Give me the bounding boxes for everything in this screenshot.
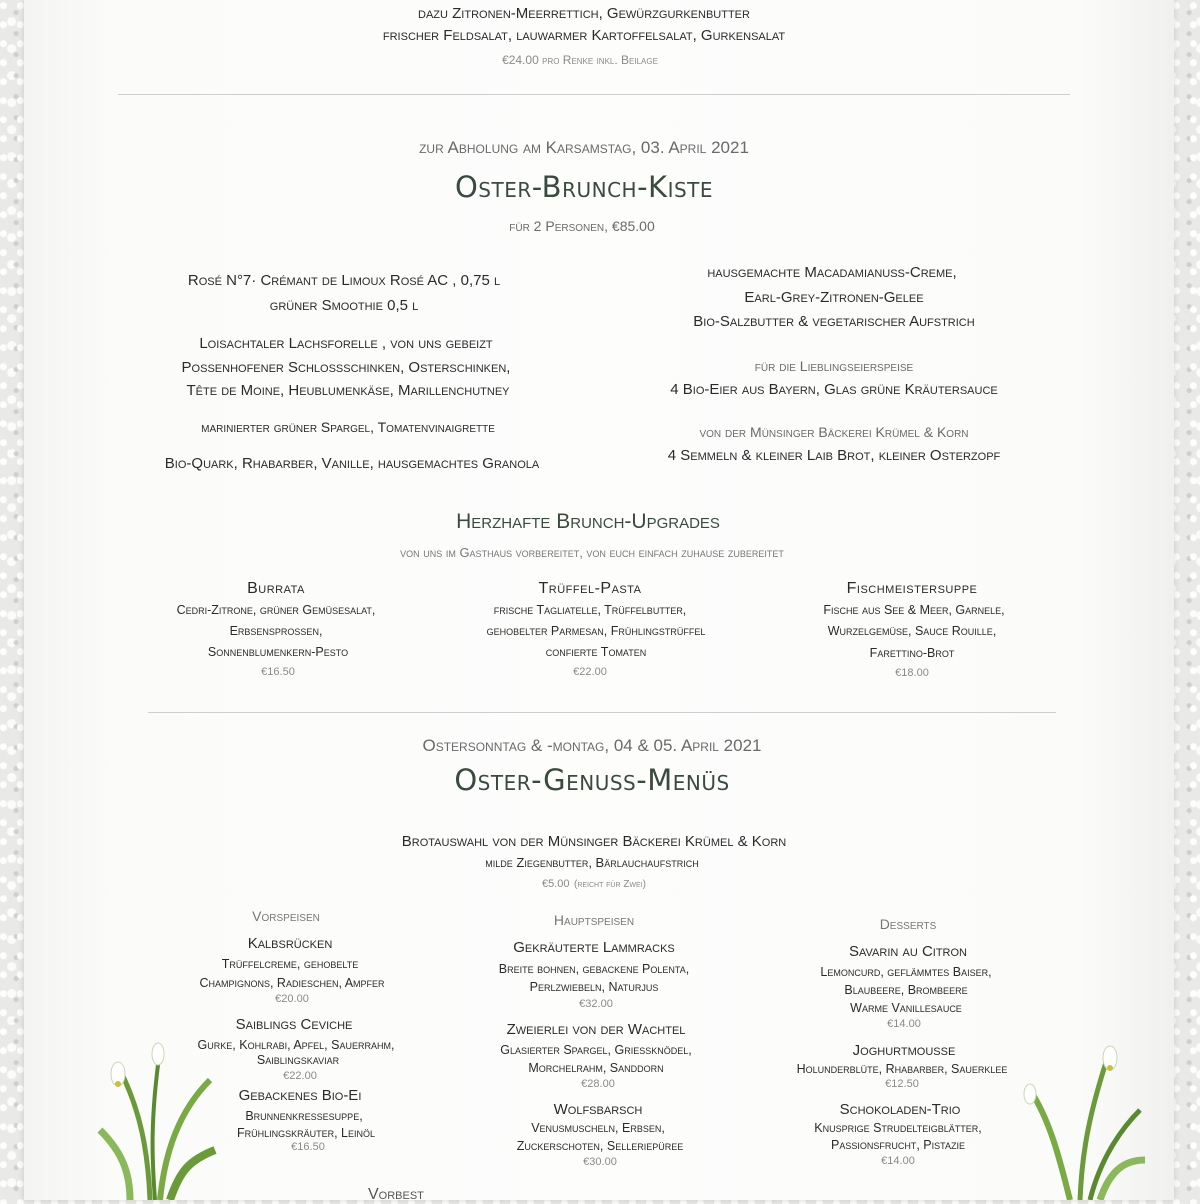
dish-desc: Frühlingskräuter, Leinöl [236,1126,376,1140]
category-label: Hauptspeisen [553,912,635,928]
cutoff-heading: Vorbest [368,1186,424,1203]
brunch-item: Rosé N°7· Crémant de Limoux Rosé AC , 0,75 l [187,272,501,289]
upgrade-desc: Erbsensprossen, [229,624,323,638]
upgrade-desc: Farettino-Brot [869,646,955,660]
brunch-item: hausgemachte Macadamianuss-Creme, [707,264,957,281]
dish-desc: Champignons, Radieschen, Ampfer [199,976,385,990]
top-line-1: dazu Zitronen-Meerrettich, Gewürzgurkenbutter [418,5,750,22]
upgrade-desc: confierte Tomaten [545,645,647,659]
dish-desc: Saiblingskaviar [256,1053,340,1067]
upgrades-title: Herzhafte Brunch-Upgrades [456,510,720,533]
upgrade-desc: Fische aus See & Meer, Garnele, [823,603,1005,617]
dish-desc: Knusprige Strudelteigblätter, [814,1121,982,1135]
dish-desc: Brunnenkressesuppe, [245,1109,363,1123]
dish-price: €14.00 [881,1155,915,1167]
menus-date: Ostersonntag & -montag, 04 & 05. April 2021 [422,736,762,755]
brunch-item: Bio-Salzbutter & vegetarischer Aufstrich [693,313,975,330]
brunch-item: marinierter grüner Spargel, Tomatenvinaigrette [201,419,495,435]
dish-desc: Warme Vanillesauce [850,1001,962,1015]
dish-desc: Holunderblüte, Rhabarber, Sauerklee [796,1062,1008,1076]
egg-line: 4 Bio-Eier aus Bayern, Glas grüne Kräutersauce [670,381,998,398]
dish-name: Joghurtmousse [852,1042,956,1059]
brunch-title: Oster-Brunch-Kiste [454,170,714,204]
snowdrop-plant-icon [1010,1010,1150,1200]
upgrade-desc: frische Tagliatelle, Trüffelbutter, [493,603,687,617]
divider [148,712,1056,713]
upgrades-subtitle: von uns im Gasthaus vorbereitet, von euch einfach zuhause zubereitet [400,545,784,560]
bread-line: Brotauswahl von der Münsinger Bäckerei Krümel & Korn [401,833,787,850]
upgrade-desc: gehobelter Parmesan, Frühlingstrüffel [486,624,706,638]
bread-desc: milde Ziegenbutter, Bärlauchaufstrich [485,855,699,870]
dish-price: €32.00 [579,998,613,1010]
upgrade-name: Burrata [247,580,305,597]
bread-price: €5.00 [542,878,570,890]
snowdrop-plant-icon [90,1010,230,1200]
dish-desc: Perlzwiebeln, Naturjus [529,980,659,994]
dish-price: €20.00 [275,993,309,1005]
dish-name: Kalbsrücken [247,935,333,952]
dish-price: €22.00 [283,1070,317,1082]
dish-name: Savarin au Citron [849,943,967,960]
brunch-item: Loisachtaler Lachsforelle , von uns gebeizt [199,335,493,352]
upgrade-name: Fischmeistersuppe [846,580,978,597]
dish-desc: Venusmuscheln, Erbsen, [531,1121,665,1135]
dish-name: Zweierlei von der Wachtel [506,1021,686,1038]
dish-desc: Glasierter Spargel, Griessknödel, [500,1043,692,1057]
dish-price: €12.50 [885,1078,919,1090]
bakery-line: 4 Semmeln & kleiner Laib Brot, kleiner Osterzopf [667,447,1001,464]
bread-note: (reicht für Zwei) [573,879,646,890]
dish-name: Schokoladen-Trio [839,1101,961,1118]
brunch-item: Possenhofener Schlossschinken, Osterschinken, [181,359,511,376]
dish-desc: Gurke, Kohlrabi, Apfel, Sauerrahm, [197,1038,395,1052]
brunch-item: grüner Smoothie 0,5 l [269,297,419,314]
dish-desc: Trüffelcreme, gehobelte [221,957,359,971]
dish-desc: Passionsfrucht, Pistazie [831,1138,965,1152]
dish-desc: Morchelrahm, Sanddorn [528,1061,664,1075]
dish-price: €16.50 [291,1141,325,1153]
bread-price-row [542,874,646,892]
dish-price: €28.00 [581,1078,615,1090]
dish-name: Gekräuterte Lammracks [513,939,675,956]
upgrade-name: Trüffel-Pasta [538,580,642,597]
dish-desc: Breite bohnen, gebackene Polenta, [498,962,690,976]
top-price: €24.00 pro Renke inkl. Beilage [502,53,658,67]
upgrade-desc: Cedri-Zitrone, grüner Gemüsesalat, [176,603,376,617]
dish-price: €14.00 [887,1018,921,1030]
dish-desc: Zuckerschoten, Selleriepüree [516,1139,684,1153]
brunch-date: zur Abholung am Karsamstag, 03. April 2021 [419,138,749,157]
dish-name: Wolfsbarsch [553,1101,643,1118]
dish-desc: Blaubeere, Brombeere [844,983,968,997]
brunch-item: Earl-Grey-Zitronen-Gelee [744,289,924,306]
category-label: Vorspeisen [252,908,320,924]
bakery-label: von der Münsinger Bäckerei Krümel & Korn [699,424,969,440]
dish-desc: Lemoncurd, geflämmtes Baiser, [820,965,992,979]
egg-label: für die Lieblingseierspeise [754,358,914,374]
dish-price: €30.00 [583,1156,617,1168]
dish-name: Gebackenes Bio-Ei [238,1087,362,1104]
top-line-2: frischer Feldsalat, lauwarmer Kartoffelsalat, Gurkensalat [382,27,786,44]
upgrade-desc: Sonnenblumenkern-Pesto [207,645,349,659]
upgrade-price: €16.50 [261,666,295,678]
upgrade-price: €22.00 [573,666,607,678]
brunch-subtitle: für 2 Personen, €85.00 [509,218,655,234]
upgrade-desc: Wurzelgemüse, Sauce Rouille, [827,624,997,638]
divider [118,94,1070,95]
dish-name: Saiblings Ceviche [235,1016,353,1033]
upgrade-price: €18.00 [895,667,929,679]
category-label: Desserts [879,916,937,932]
brunch-item: Bio-Quark, Rhabarber, Vanille, hausgemachtes Granola [164,455,540,472]
menus-title: Oster-Genuss-Menüs [454,763,730,797]
brunch-item: Tête de Moine, Heublumenkäse, Marillenchutney [186,382,510,399]
